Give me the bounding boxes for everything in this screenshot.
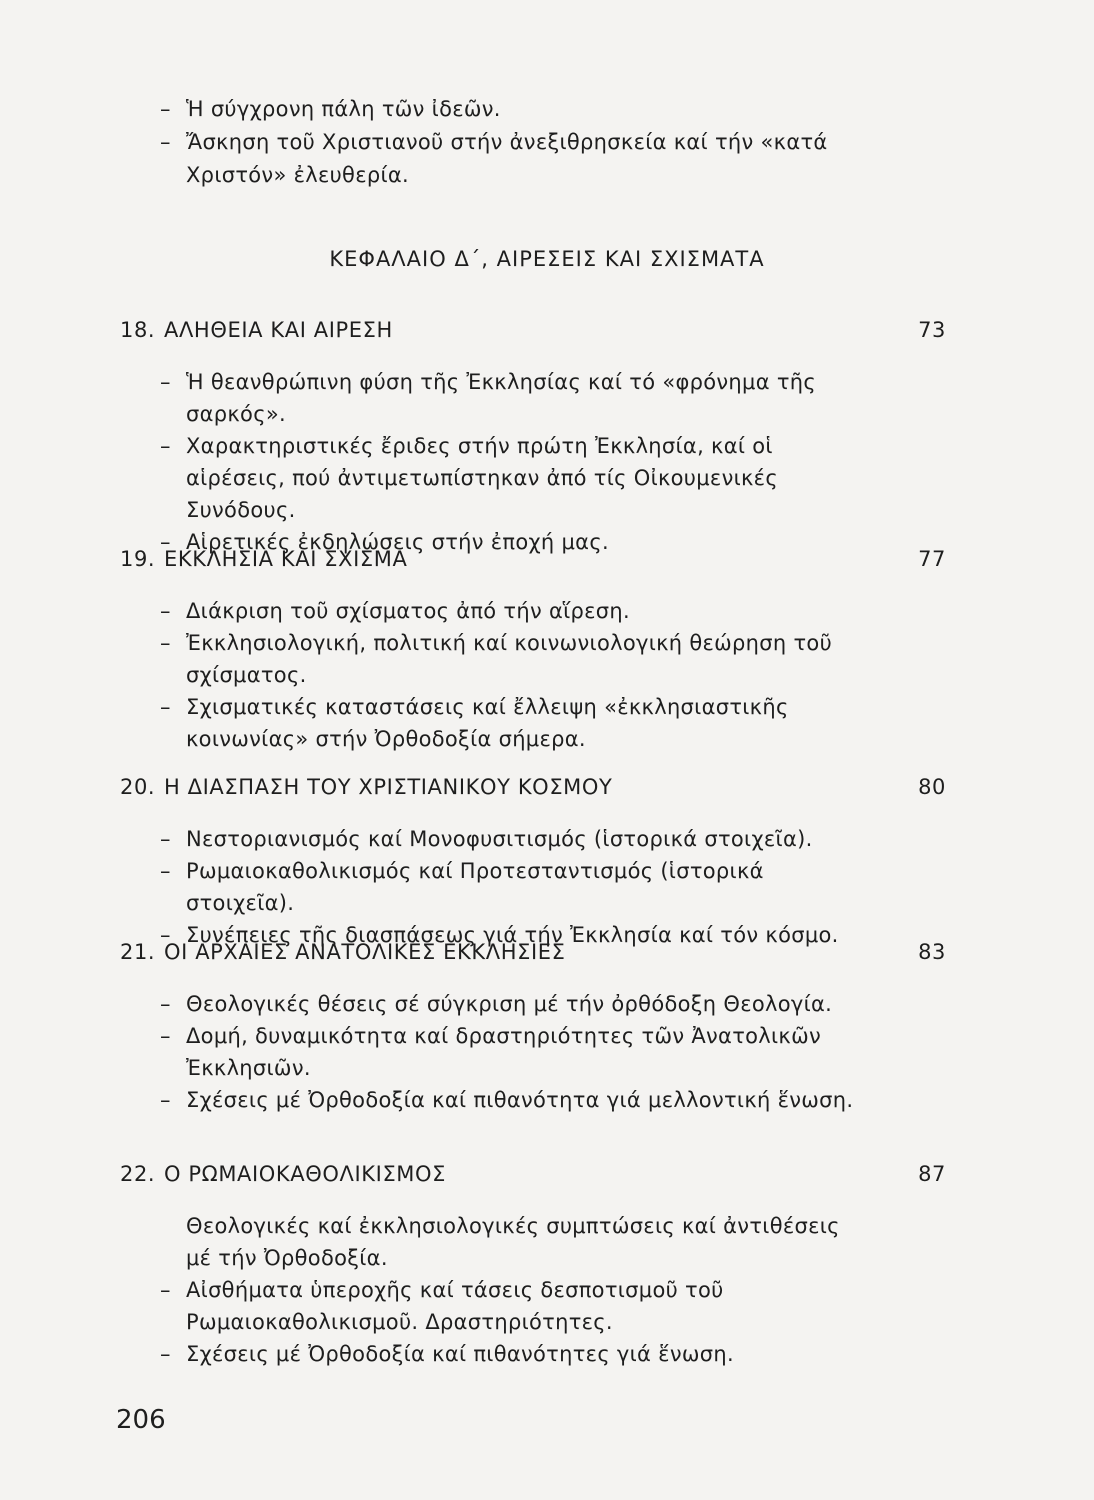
list-item: [160, 126, 880, 192]
dash-marker: –: [160, 370, 171, 394]
item-text: Διάκριση τοῦ σχίσματος ἀπό τήν αἵρεση.: [186, 599, 630, 623]
section-title: Η ΔΙΑΣΠΑΣΗ ΤΟΥ ΧΡΙΣΤΙΑΝΙΚΟΥ ΚΟΣΜΟΥ: [164, 775, 613, 799]
section-header: [120, 318, 946, 354]
list-item: [160, 823, 860, 855]
list-item: [160, 430, 860, 526]
item-text: Ἄσκηση τοῦ Χριστιανοῦ στήν ἀνεξιθρησκεία καί τήν «κατά Χριστόν» ἐλευθερία.: [186, 130, 828, 187]
section-page-number: 80: [918, 775, 946, 799]
dash-marker: –: [160, 1024, 171, 1048]
list-item: [160, 627, 860, 691]
item-text: Αἱρετικές ἐκδηλώσεις στήν ἐποχή μας.: [186, 530, 609, 554]
section-items: [160, 366, 860, 558]
section-header: [120, 940, 946, 976]
toc-section-22: [120, 1162, 946, 1370]
item-text: Θεολογικές καί ἐκκλησιολογικές συμπτώσεις καί ἀντιθέσεις μέ τήν Ὀρθοδοξία.: [186, 1214, 840, 1270]
item-text: Θεολογικές θέσεις σέ σύγκριση μέ τήν ὀρθόδοξη Θεολογία.: [186, 992, 833, 1016]
section-title: Ο ΡΩΜΑΙΟΚΑΘΟΛΙΚΙΣΜΟΣ: [164, 1162, 447, 1186]
section-header: [120, 547, 946, 583]
section-number: 18.: [120, 318, 156, 342]
list-item: [160, 1210, 860, 1274]
dash-marker: –: [160, 1342, 171, 1366]
toc-section-20: [120, 775, 946, 951]
section-title: ΟΙ ΑΡΧΑΙΕΣ ΑΝΑΤΟΛΙΚΕΣ ΕΚΚΛΗΣΙΕΣ: [164, 940, 566, 964]
item-text: Ρωμαιοκαθολικισμός καί Προτεσταντισμός (ἱστορικά στοιχεῖα).: [186, 859, 764, 915]
dash-marker: –: [160, 923, 171, 947]
section-page-number: 73: [918, 318, 946, 342]
section-number: 21.: [120, 940, 156, 964]
dash-marker: –: [160, 599, 171, 623]
list-item: [160, 1084, 860, 1116]
dash-marker: –: [160, 130, 171, 154]
section-number: 20.: [120, 775, 156, 799]
list-item: [160, 1020, 860, 1084]
dash-marker: –: [160, 992, 171, 1016]
section-number: 22.: [120, 1162, 156, 1186]
list-item: [160, 93, 880, 126]
item-text: Συνέπειες τῆς διασπάσεως γιά τήν Ἐκκλησία καί τόν κόσμο.: [186, 923, 839, 947]
toc-section-18: [120, 318, 946, 558]
section-page-number: 77: [918, 547, 946, 571]
section-header: [120, 775, 946, 811]
item-text: Αἰσθήματα ὑπεροχῆς καί τάσεις δεσποτισμοῦ τοῦ Ρωμαιοκαθολικισμοῦ. Δραστηριότητες.: [186, 1278, 724, 1334]
section-page-number: 87: [918, 1162, 946, 1186]
section-title: ΕΚΚΛΗΣΙΑ ΚΑΙ ΣΧΙΣΜΑ: [164, 547, 408, 571]
page-number: 206: [116, 1405, 166, 1435]
chapter-heading: ΚΕΦΑΛΑΙΟ Δ΄, ΑΙΡΕΣΕΙΣ ΚΑΙ ΣΧΙΣΜΑΤΑ: [329, 247, 765, 271]
dash-marker: –: [160, 530, 171, 554]
toc-section-21: [120, 940, 946, 1116]
list-item: [160, 855, 860, 919]
item-text: Ἡ σύγχρονη πάλη τῶν ἰδεῶν.: [186, 97, 501, 121]
section-items: [160, 823, 860, 951]
item-text: Ἡ θεανθρώπινη φύση τῆς Ἐκκλησίας καί τό «φρόνημα τῆς σαρκός».: [186, 370, 816, 426]
dash-marker: –: [160, 97, 171, 121]
section-items: [160, 988, 860, 1116]
dash-marker: –: [160, 695, 171, 719]
toc-section-19: [120, 547, 946, 755]
item-text: Σχέσεις μέ Ὀρθοδοξία καί πιθανότητες γιά ἕνωση.: [186, 1342, 734, 1366]
section-number: 19.: [120, 547, 156, 571]
dash-marker: –: [160, 827, 171, 851]
list-item: [160, 1274, 860, 1338]
dash-marker: –: [160, 1278, 171, 1302]
list-item: [160, 595, 860, 627]
intro-list: [160, 93, 880, 192]
dash-marker: –: [160, 631, 171, 655]
list-item: [160, 366, 860, 430]
section-page-number: 83: [918, 940, 946, 964]
item-text: Ἐκκλησιολογική, πολιτική καί κοινωνιολογική θεώρηση τοῦ σχίσματος.: [186, 631, 833, 687]
item-text: Χαρακτηριστικές ἔριδες στήν πρώτη Ἐκκλησία, καί οἱ αἱρέσεις, πού ἀντιμετωπίστηκαν ἀπό τίς Οἰκουμενικές Συνόδους.: [186, 434, 778, 522]
dash-marker: –: [160, 859, 171, 883]
list-item: [160, 691, 860, 755]
item-text: Νεστοριανισμός καί Μονοφυσιτισμός (ἱστορικά στοιχεῖα).: [186, 827, 813, 851]
section-header: [120, 1162, 946, 1198]
section-items: [160, 1210, 860, 1370]
dash-marker: –: [160, 434, 171, 458]
dash-marker: –: [160, 1088, 171, 1112]
section-title: ΑΛΗΘΕΙΑ ΚΑΙ ΑΙΡΕΣΗ: [164, 318, 393, 342]
list-item: [160, 1338, 860, 1370]
item-text: Σχέσεις μέ Ὀρθοδοξία καί πιθανότητα γιά μελλοντική ἕνωση.: [186, 1088, 854, 1112]
section-items: [160, 595, 860, 755]
list-item: [160, 988, 860, 1020]
item-text: Σχισματικές καταστάσεις καί ἔλλειψη «ἐκκλησιαστικῆς κοινωνίας» στήν Ὀρθοδοξία σήμερα.: [186, 695, 789, 751]
item-text: Δομή, δυναμικότητα καί δραστηριότητες τῶν Ἀνατολικῶν Ἐκκλησιῶν.: [186, 1024, 822, 1080]
